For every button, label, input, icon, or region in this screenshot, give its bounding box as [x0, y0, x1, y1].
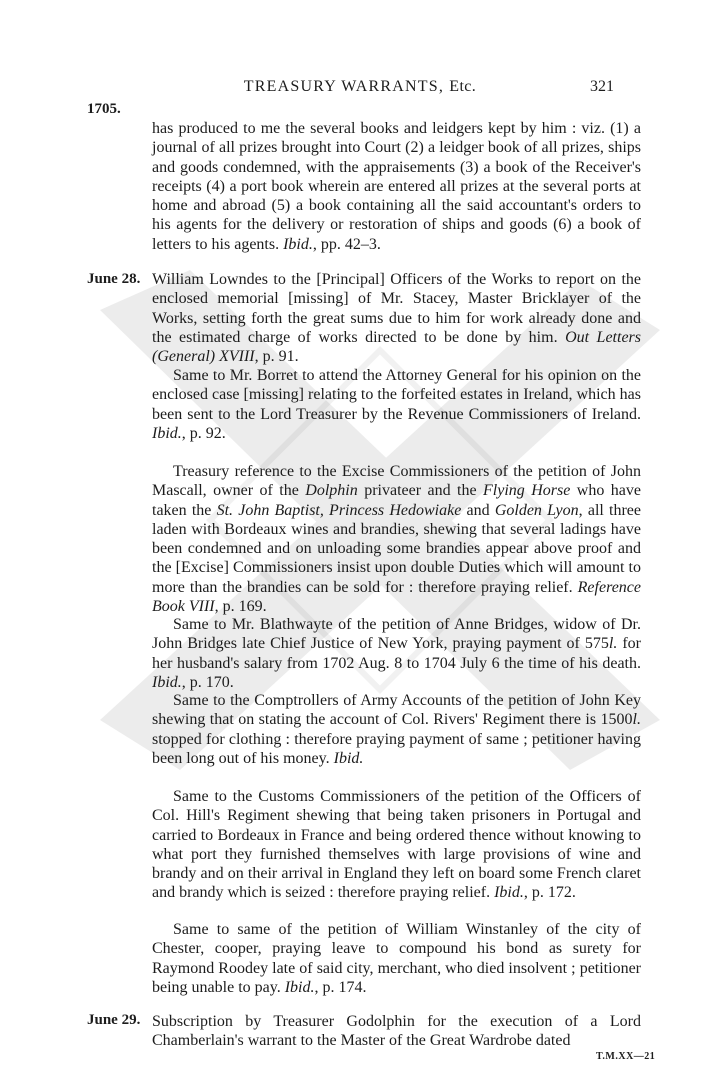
entry-paragraph [152, 119, 641, 254]
italic-reference: Dolphin [305, 482, 358, 500]
entry-text: Same to the Comptrollers of Army Accounts of the petition of John Key shewing that on stating the account of Col. Rivers' Regiment there is 1500 [152, 692, 641, 729]
italic-reference: l. [608, 635, 618, 653]
entry-paragraph [152, 920, 641, 997]
entry-text: for her husband's salary from 1702 Aug. 8 to 1704 July 6 the time of his death. [152, 635, 641, 672]
header-title: TREASURY WARRANTS, [243, 78, 445, 95]
entry-paragraph [152, 366, 641, 443]
entry-text: stopped for clothing : therefore praying payment of same ; petitioner having been long out of his money. [152, 730, 641, 767]
entry-text: Subscription by Treasurer Godolphin for the execution of a Lord Chamberlain's warrant to the Master of the Great Wardrobe dated [152, 1013, 641, 1050]
italic-reference: Flying Horse [483, 482, 571, 500]
entry-text: Same to Mr. Borret to attend the Attorney General for his opinion on the enclosed case [missing] relating to the forfeited estates in Ireland, which has been sent to the Lord Treasurer by the Revenue Commissioners of Ireland. [152, 367, 641, 423]
entry-text: and [461, 501, 495, 519]
entry-paragraph [152, 691, 641, 768]
entry-text: , p. 169. [214, 598, 267, 616]
entry-text: , p. 92. [181, 424, 226, 442]
italic-reference: Golden Lyon [494, 501, 579, 519]
italic-reference: St. John Baptist, Princess Hedowiake [216, 501, 462, 519]
italic-reference: Ibid. [284, 978, 315, 996]
italic-reference: Ibid. [152, 673, 182, 691]
italic-reference: Ibid. [152, 424, 182, 442]
date-marker-june-28: June 28. [87, 271, 141, 287]
italic-reference: Ibid. [494, 884, 524, 902]
entry-text: , p. 174. [314, 978, 367, 996]
italic-reference: Ibid. [333, 749, 364, 767]
entry-paragraph [152, 1012, 641, 1051]
year-marker: 1705. [87, 101, 121, 117]
entry-text: Treasury reference to the Excise Commissioners of the petition of John Mascall, owner of the [152, 463, 641, 500]
italic-reference: l. [632, 711, 641, 729]
italic-reference: Reference Book VIII [152, 578, 641, 616]
date-marker-june-29: June 29. [87, 1012, 141, 1028]
entry-paragraph [152, 462, 641, 616]
entry-text: William Lowndes to the [Principal] Officers of the Works to report on the enclosed memorial [missing] of Mr. Stacey, Master Bricklayer of the Works, setting forth the great sums due to him for work already done and the estimated charge of works directed to be done by him. [152, 271, 641, 346]
entry-text: , pp. 42–3. [312, 235, 381, 253]
entry-paragraph [152, 270, 641, 366]
entry-text: Same to Mr. Blathwayte of the petition of Anne Bridges, widow of Dr. John Bridges late Chief Justice of New York, praying payment of 575 [152, 616, 641, 653]
entry-text: has produced to me the several books and leidgers kept by him : viz. (1) a journal of all prizes brought into Court (2) a leidger book of all prizes, ships and goods condemned, with the appraisements (3) a book of the Receiver's receipts (4) a port book wherein are entered all prizes at the several ports at home and abroad (5) a book containing all the said accountant's orders to his agents for the delivery or restoration of ships and goods (6) a book of letters to his agents. [152, 120, 641, 253]
entry-text: privateer and the [357, 482, 484, 500]
entry-paragraph [152, 615, 641, 692]
italic-reference: Out Letters (General) XVIII [152, 328, 641, 366]
page-number: 321 [590, 78, 614, 95]
italic-reference: Ibid. [283, 235, 313, 253]
entry-text: , p. 172. [523, 884, 576, 902]
entry-text: Same to same of the petition of William Winstanley of the city of Chester, cooper, praying leave to compound his bond as surety for Raymond Roodey late of said city, merchant, who died insolvent ; petitioner being unable to pay. [152, 921, 641, 996]
entry-text: , p. 91. [254, 348, 299, 366]
entry-paragraph [152, 787, 641, 903]
entry-text: , all three laden with Bordeaux wines and brandies, shewing that several ladings have been condemned and on unloading some brandies appear above proof and the [Excise] Commissioners insist upon double Duties which will amount to more than the brandies can be sold for : therefore praying relief. [152, 501, 642, 596]
header-title-etc: Etc. [449, 78, 477, 95]
signature-mark: T.M.XX—21 [596, 1051, 656, 1062]
entry-text: Same to the Customs Commissioners of the petition of the Officers of Col. Hill's Regiment shewing that being taken prisoners in Portugal and carried to Bordeaux in France and being ordered thence without knowing to what port they furnished themselves with large provisions of wine and brandy and on their arrival in England they left on board some French claret and brandy which is seized : therefore praying relief. [152, 788, 641, 902]
entry-text: who have taken the [152, 482, 642, 519]
entry-text: , p. 170. [181, 673, 234, 691]
